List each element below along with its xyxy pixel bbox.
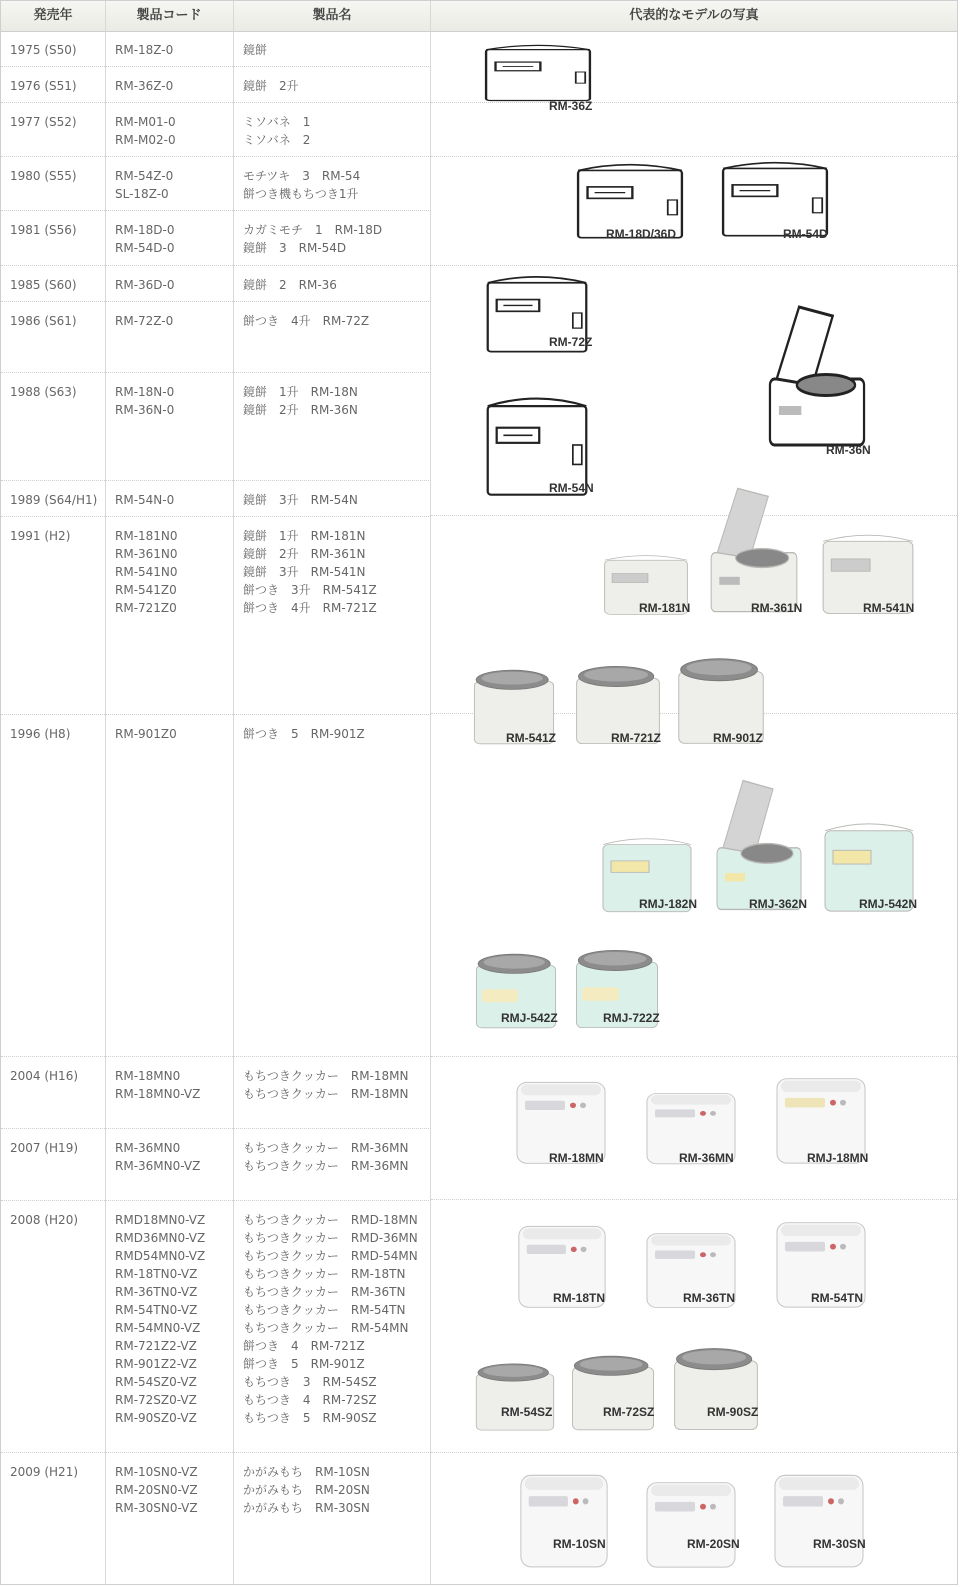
photo-caption: RM-90SZ <box>707 1405 759 1419</box>
product-codes <box>115 725 177 743</box>
release-year: 1991 (H2) <box>10 529 71 543</box>
release-year: 1977 (S52) <box>10 115 77 129</box>
photo-caption: RMJ-18MN <box>807 1151 869 1165</box>
product-name: 餅つき 4升 RM-72Z <box>243 314 370 328</box>
table-row <box>1 211 431 266</box>
product-name: もちつき 3 RM-54SZ <box>243 1375 377 1389</box>
photo-caption: RM-18TN <box>553 1291 606 1305</box>
product-name: ミソバネ 1 <box>243 115 311 129</box>
table-row <box>1 1057 431 1129</box>
header-name: 製品名 <box>312 8 352 23</box>
product-name: もちつきクッカー RM-36TN <box>243 1285 406 1299</box>
product-codes <box>115 491 174 509</box>
row-divider <box>431 1199 957 1200</box>
product-names <box>243 276 337 294</box>
product-code: RM-10SN0-VZ <box>115 1465 198 1479</box>
product-code: RMD36MN0-VZ <box>115 1231 206 1245</box>
release-year: 1986 (S61) <box>10 314 77 328</box>
row-divider <box>431 156 957 157</box>
product-name: 鏡餅 3 RM-54D <box>243 241 347 255</box>
release-year: 2007 (H19) <box>10 1141 79 1155</box>
photo-caption: RMJ-362N <box>749 897 808 911</box>
product-code: SL-18Z-0 <box>115 187 169 201</box>
table-row <box>1 373 431 481</box>
table-row <box>1 103 431 157</box>
product-code: RM-M02-0 <box>115 133 176 147</box>
product-name: かがみもち RM-30SN <box>243 1501 370 1515</box>
product-name: 鏡餅 2升 <box>243 79 299 93</box>
release-year: 1981 (S56) <box>10 223 77 237</box>
product-codes <box>115 41 173 59</box>
product-code: RM-901Z2-VZ <box>115 1357 197 1371</box>
photo-caption: RM-36MN <box>679 1151 734 1165</box>
product-name: 餅つき機もちつき1升 <box>243 187 359 201</box>
product-name: 餅つき 4 RM-721Z <box>243 1339 365 1353</box>
product-names <box>243 1139 409 1175</box>
product-code: RM-181N0 <box>115 529 178 543</box>
product-code: RM-18MN0-VZ <box>115 1087 201 1101</box>
product-codes <box>115 221 175 257</box>
product-names <box>243 725 365 743</box>
product-name: ミソバネ 2 <box>243 133 311 147</box>
photo-caption: RM-54TN <box>811 1291 864 1305</box>
photo-caption: RM-54D <box>783 227 828 241</box>
release-year: 1980 (S55) <box>10 169 77 183</box>
product-photo-rm72sz <box>567 1353 659 1433</box>
release-year: 1988 (S63) <box>10 385 77 399</box>
product-photo-rm90sz <box>669 1345 763 1433</box>
product-name: もちつきクッカー RM-54MN <box>243 1321 409 1335</box>
release-year: 1985 (S60) <box>10 278 77 292</box>
table-row <box>1 481 431 517</box>
product-code: RMD18MN0-VZ <box>115 1213 206 1227</box>
product-name: 餅つき 5 RM-901Z <box>243 727 365 741</box>
photo-caption: RM-901Z <box>713 731 764 745</box>
product-photo-rmj362n <box>709 775 809 915</box>
product-code: RM-18D-0 <box>115 223 175 237</box>
product-code: RM-54SZ0-VZ <box>115 1375 197 1389</box>
product-photo-rm36z <box>479 41 597 103</box>
header-year: 発売年 <box>33 8 73 23</box>
photo-caption: RMJ-542Z <box>501 1011 558 1025</box>
photo-caption: RM-181N <box>639 601 691 615</box>
product-code: RM-18MN0 <box>115 1069 181 1083</box>
product-name: モチツキ 3 RM-54 <box>243 169 361 183</box>
table-row <box>1 302 431 373</box>
product-codes <box>115 276 175 294</box>
product-codes <box>115 1067 200 1103</box>
product-code: RM-54MN0-VZ <box>115 1321 201 1335</box>
product-names <box>243 1211 418 1427</box>
product-name: かがみもち RM-10SN <box>243 1465 370 1479</box>
release-year: 1976 (S51) <box>10 79 77 93</box>
product-name: もちつき 4 RM-72SZ <box>243 1393 377 1407</box>
photo-caption: RM-54N <box>549 481 594 495</box>
product-code: RM-18Z-0 <box>115 43 174 57</box>
product-name: 鏡餅 2升 RM-36N <box>243 403 358 417</box>
product-codes <box>115 383 174 419</box>
product-codes <box>115 77 173 95</box>
table-row <box>1 517 431 715</box>
product-codes <box>115 1211 205 1427</box>
table-row <box>1 67 431 103</box>
product-names <box>243 221 382 257</box>
product-name: もちつき 5 RM-90SZ <box>243 1411 377 1425</box>
product-name: もちつきクッカー RM-36MN <box>243 1159 409 1173</box>
product-code: RM-54Z-0 <box>115 169 174 183</box>
photo-caption: RM-721Z <box>611 731 662 745</box>
product-names <box>243 1463 370 1517</box>
photo-caption: RM-72SZ <box>603 1405 655 1419</box>
product-names <box>243 167 360 203</box>
product-names <box>243 312 369 330</box>
photo-caption: RM-36Z <box>549 99 593 113</box>
product-name: 餅つき 5 RM-901Z <box>243 1357 365 1371</box>
product-name: 餅つき 3升 RM-541Z <box>243 583 377 597</box>
product-name: 鏡餅 1升 RM-181N <box>243 529 366 543</box>
release-year: 2009 (H21) <box>10 1465 79 1479</box>
photo-caption: RM-541N <box>863 601 915 615</box>
product-code: RM-36D-0 <box>115 278 175 292</box>
photo-caption: RM-20SN <box>687 1537 740 1551</box>
release-year: 1996 (H8) <box>10 727 71 741</box>
product-code: RM-18N-0 <box>115 385 175 399</box>
product-name: カガミモチ 1 RM-18D <box>243 223 383 237</box>
product-name: もちつきクッカー RMD-54MN <box>243 1249 418 1263</box>
photo-caption: RMJ-182N <box>639 897 698 911</box>
product-code: RM-18TN0-VZ <box>115 1267 198 1281</box>
product-code: RM-36N-0 <box>115 403 175 417</box>
product-code: RM-72SZ0-VZ <box>115 1393 197 1407</box>
product-name: もちつきクッカー RM-54TN <box>243 1303 406 1317</box>
product-code: RM-541N0 <box>115 565 178 579</box>
product-name: 鏡餅 3升 RM-541N <box>243 565 366 579</box>
product-code: RM-36MN0 <box>115 1141 181 1155</box>
photo-caption: RM-18MN <box>549 1151 604 1165</box>
product-name: 鏡餅 3升 RM-54N <box>243 493 358 507</box>
row-divider <box>431 515 957 516</box>
photo-caption: RM-361N <box>751 601 803 615</box>
product-name: もちつきクッカー RM-18TN <box>243 1267 406 1281</box>
table-row <box>1 266 431 302</box>
product-name: もちつきクッカー RM-18MN <box>243 1069 409 1083</box>
product-codes <box>115 1463 198 1517</box>
table-header <box>1 1 957 32</box>
row-divider <box>431 1056 957 1057</box>
header-photo: 代表的なモデルの写真 <box>629 8 759 23</box>
product-code: RM-901Z0 <box>115 727 177 741</box>
row-divider <box>431 1452 957 1453</box>
product-code: RM-36MN0-VZ <box>115 1159 201 1173</box>
product-name: 鏡餅 2升 RM-361N <box>243 547 366 561</box>
product-name: もちつきクッカー RMD-36MN <box>243 1231 418 1245</box>
product-code: RM-54TN0-VZ <box>115 1303 198 1317</box>
product-code: RM-721Z0 <box>115 601 177 615</box>
product-codes <box>115 1139 200 1175</box>
product-name: 鏡餅 <box>243 43 268 57</box>
product-name: 鏡餅 1升 RM-18N <box>243 385 358 399</box>
product-code: RM-72Z-0 <box>115 314 174 328</box>
product-name: もちつきクッカー RM-18MN <box>243 1087 409 1101</box>
photo-caption: RM-54SZ <box>501 1405 553 1419</box>
product-code: RM-36TN0-VZ <box>115 1285 198 1299</box>
product-code: RM-20SN0-VZ <box>115 1483 198 1497</box>
product-code: RM-36Z-0 <box>115 79 174 93</box>
product-photo-rm36n <box>761 301 873 451</box>
product-codes <box>115 312 173 330</box>
product-photo-rm30sn <box>769 1467 869 1571</box>
photo-caption: RM-72Z <box>549 335 593 349</box>
release-year: 1975 (S50) <box>10 43 77 57</box>
release-year: 1989 (S64/H1) <box>10 493 98 507</box>
product-codes <box>115 113 176 149</box>
photo-caption: RM-30SN <box>813 1537 866 1551</box>
product-photo-rm361n <box>703 483 805 617</box>
row-divider <box>431 265 957 266</box>
table-row <box>1 715 431 1057</box>
product-codes <box>115 527 178 617</box>
product-name: もちつきクッカー RM-36MN <box>243 1141 409 1155</box>
product-names <box>243 527 377 617</box>
table-row <box>1 1129 431 1201</box>
product-code: RM-361N0 <box>115 547 178 561</box>
photo-caption: RM-36N <box>826 443 871 457</box>
product-photo-rm10sn <box>515 1467 613 1571</box>
product-name: 鏡餅 2 RM-36 <box>243 278 337 292</box>
header-code: 製品コード <box>136 8 202 23</box>
product-code: RM-721Z2-VZ <box>115 1339 197 1353</box>
photo-caption: RM-36TN <box>683 1291 736 1305</box>
product-photo-rm20sn <box>641 1475 741 1571</box>
product-names <box>243 383 358 419</box>
product-code: RM-54D-0 <box>115 241 175 255</box>
product-code: RMD54MN0-VZ <box>115 1249 206 1263</box>
product-name: かがみもち RM-20SN <box>243 1483 370 1497</box>
photo-caption: RM-541Z <box>506 731 557 745</box>
photo-caption: RM-10SN <box>553 1537 606 1551</box>
product-names <box>243 77 299 95</box>
product-photo-rm54sz <box>471 1361 559 1433</box>
table-row <box>1 1453 431 1585</box>
product-code: RM-54N-0 <box>115 493 175 507</box>
photo-caption: RMJ-542N <box>859 897 918 911</box>
product-names <box>243 491 358 509</box>
product-code: RM-M01-0 <box>115 115 176 129</box>
product-codes <box>115 167 173 203</box>
product-code: RM-541Z0 <box>115 583 177 597</box>
product-names <box>243 1067 409 1103</box>
product-code: RM-30SN0-VZ <box>115 1501 198 1515</box>
release-year: 2004 (H16) <box>10 1069 79 1083</box>
table-row <box>1 157 431 211</box>
release-year: 2008 (H20) <box>10 1213 79 1227</box>
product-code: RM-90SZ0-VZ <box>115 1411 197 1425</box>
product-name: 餅つき 4升 RM-721Z <box>243 601 377 615</box>
photo-caption: RMJ-722Z <box>603 1011 660 1025</box>
table-row <box>1 1201 431 1453</box>
photo-caption: RM-18D/36D <box>606 227 677 241</box>
product-name: もちつきクッカー RMD-18MN <box>243 1213 418 1227</box>
product-names <box>243 41 267 59</box>
table-row <box>1 31 431 67</box>
product-names <box>243 113 310 149</box>
